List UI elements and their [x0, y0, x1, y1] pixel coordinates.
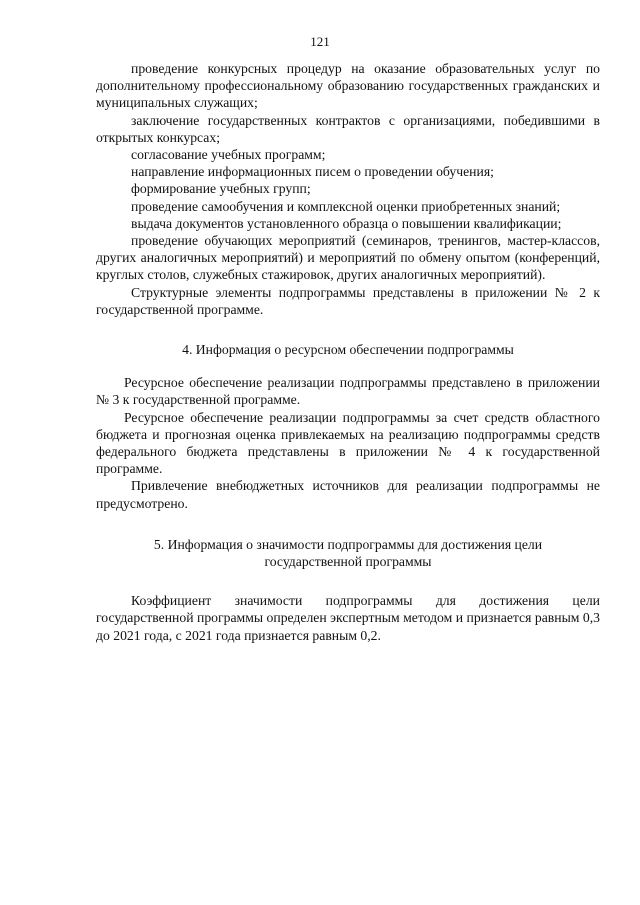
list-item: проведение обучающих мероприятий (семинаров, тренингов, мастер-классов, других аналогичных мероприятий) и мероприятий по обмену опытом (конференций, круглых столов, служебных стажировок, других аналогичных мероприятий).: [96, 233, 600, 283]
paragraph: Коэффициент значимости подпрограммы для достижения цели государственной программы определен экспертным методом и признается равным 0,3 до 2021 года, с 2021 года признается равным 0,2.: [96, 593, 600, 643]
list-item: проведение конкурсных процедур на оказание образовательных услуг по дополнительному профессиональному образованию государственных гражданских и муниципальных служащих;: [96, 61, 600, 111]
list-item: формирование учебных групп;: [131, 181, 311, 197]
section-heading: 4. Информация о ресурсном обеспечении подпрограммы: [182, 342, 514, 358]
list-item: согласование учебных программ;: [131, 147, 326, 163]
section-heading: [96, 536, 600, 570]
list-item: проведение самообучения и комплексной оценки приобретенных знаний;: [131, 198, 561, 214]
paragraph: Ресурсное обеспечение реализации подпрограммы представлено в приложении № 3 к государственной программе.: [96, 375, 600, 408]
paragraph: Ресурсное обеспечение реализации подпрограммы за счет средств областного бюджета и прогнозная оценка привлекаемых на реализацию подпрограммы средств федерального бюджета представлены в приложении № 4 к государственной программе.: [96, 409, 600, 477]
paragraph: Структурные элементы подпрограммы представлены в приложении № 2 к государственной программе.: [96, 284, 600, 317]
paragraph: Привлечение внебюджетных источников для реализации подпрограммы не предусмотрено.: [96, 478, 600, 511]
section-heading-line: государственной программы: [264, 554, 432, 570]
section-heading-line: 5. Информация о значимости подпрограммы для достижения цели: [153, 536, 543, 552]
page-number: 121: [310, 34, 330, 49]
list-item: заключение государственных контрактов с организациями, победившими в открытых конкурсах;: [96, 112, 600, 145]
list-item: выдача документов установленного образца о повышении квалификации;: [131, 215, 562, 231]
list-item: направление информационных писем о проведении обучения;: [131, 164, 494, 180]
document-body: [96, 60, 600, 644]
